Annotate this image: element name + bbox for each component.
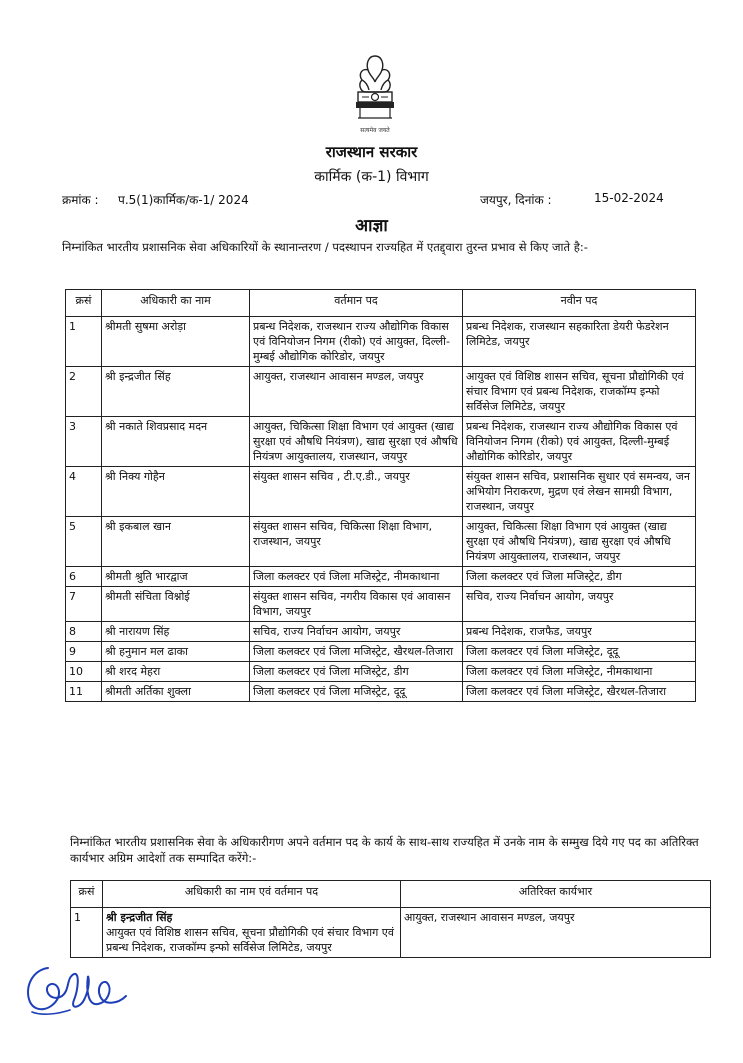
- sno-cell: 10: [66, 662, 102, 682]
- name-cell: श्री नकाते शिवप्रसाद मदन: [102, 417, 250, 467]
- department-title: कार्मिक (क-1) विभाग: [314, 169, 429, 185]
- order-date: 15-02-2024: [594, 191, 664, 205]
- name-cell: श्रीमती श्रुति भारद्वाज: [102, 567, 250, 587]
- place-date-label: जयपुर, दिनांक :: [480, 193, 552, 207]
- table-header-row: [71, 881, 711, 908]
- name-cell: श्रीमती संचिता विश्नोई: [102, 587, 250, 622]
- additional-charge-table: [70, 880, 711, 958]
- table-row: [71, 908, 711, 958]
- col-header-new: नवीन पद: [463, 290, 696, 317]
- col-header-current: वर्तमान पद: [250, 290, 463, 317]
- new-post-cell: संयुक्त शासन सचिव, प्रशासनिक सुधार एवं समन्वय, जन अभियोग निराकरण, मुद्रण एवं लेखन सामग्री विभाग, राजस्थान, जयपुर: [463, 467, 696, 517]
- sno-cell: 5: [66, 517, 102, 567]
- new-post-cell: प्रबन्ध निदेशक, राजफैड, जयपुर: [463, 622, 696, 642]
- sno-cell: 6: [66, 567, 102, 587]
- current-post-cell: संयुक्त शासन सचिव , टी.ए.डी., जयपुर: [250, 467, 463, 517]
- transfer-table: [65, 289, 696, 702]
- table-row: [66, 417, 696, 467]
- table-row: [66, 517, 696, 567]
- table-row: [66, 317, 696, 367]
- sno-cell: 11: [66, 682, 102, 702]
- new-post-cell: आयुक्त, चिकित्सा शिक्षा विभाग एवं आयुक्त (खाद्य सुरक्षा एवं औषधि नियंत्रण), खाद्य सुरक्षा एवं औषधि नियंत्रण आयुक्तालय, राजस्थान, जयपुर: [463, 517, 696, 567]
- name-cell: श्री शरद मेहरा: [102, 662, 250, 682]
- sno-cell: 3: [66, 417, 102, 467]
- new-post-cell: जिला कलक्टर एवं जिला मजिस्ट्रेट, डीग: [463, 567, 696, 587]
- table-row: [66, 367, 696, 417]
- ref-label: क्रमांक :: [62, 193, 99, 207]
- current-post-cell: संयुक्त शासन सचिव, चिकित्सा शिक्षा विभाग, राजस्थान, जयपुर: [250, 517, 463, 567]
- current-post-cell: प्रबन्ध निदेशक, राजस्थान राज्य औद्योगिक विकास एवं विनियोजन निगम (रीको) एवं आयुक्त, दिल्ली-मुम्बई औद्योगिक कोरिडोर, जयपुर: [250, 317, 463, 367]
- current-post-cell: सचिव, राज्य निर्वाचन आयोग, जयपुर: [250, 622, 463, 642]
- table-row: [66, 587, 696, 622]
- table-row: [66, 662, 696, 682]
- new-post-cell: जिला कलक्टर एवं जिला मजिस्ट्रेट, खैरथल-तिजारा: [463, 682, 696, 702]
- name-cell: श्री इन्द्रजीत सिंह: [102, 367, 250, 417]
- sno-cell: 1: [71, 908, 103, 958]
- sno-cell: 4: [66, 467, 102, 517]
- officer-current-post: आयुक्त एवं विशिष्ठ शासन सचिव, सूचना प्रौद्योगिकी एवं संचार विभाग एवं प्रबन्ध निदेशक, राजकॉम्प इन्फो सर्विसेज लिमिटेड, जयपुर: [106, 926, 394, 954]
- sno-cell: 8: [66, 622, 102, 642]
- col-header-sno: क्रसं: [66, 290, 102, 317]
- name-current-cell: [103, 908, 401, 958]
- officer-name: श्री इन्द्रजीत सिंह: [106, 911, 173, 924]
- current-post-cell: जिला कलक्टर एवं जिला मजिस्ट्रेट, डीग: [250, 662, 463, 682]
- new-post-cell: जिला कलक्टर एवं जिला मजिस्ट्रेट, दूदू: [463, 642, 696, 662]
- sno-cell: 1: [66, 317, 102, 367]
- government-title: राजस्थान सरकार: [325, 143, 418, 161]
- order-title: आज्ञा: [355, 216, 388, 236]
- new-post-cell: जिला कलक्टर एवं जिला मजिस्ट्रेट, नीमकाथाना: [463, 662, 696, 682]
- current-post-cell: संयुक्त शासन सचिव, नगरीय विकास एवं आवासन विभाग, जयपुर: [250, 587, 463, 622]
- name-cell: श्री इकबाल खान: [102, 517, 250, 567]
- ref-number: प.5(1)कार्मिक/क-1/ 2024: [118, 193, 249, 207]
- current-post-cell: जिला कलक्टर एवं जिला मजिस्ट्रेट, खैरथल-तिजारा: [250, 642, 463, 662]
- new-post-cell: आयुक्त एवं विशिष्ठ शासन सचिव, सूचना प्रौद्योगिकी एवं संचार विभाग एवं प्रबन्ध निदेशक, राजकॉम्प इन्फो सर्विसेज लिमिटेड, जयपुर: [463, 367, 696, 417]
- current-post-cell: जिला कलक्टर एवं जिला मजिस्ट्रेट, दूदू: [250, 682, 463, 702]
- table-row: [66, 567, 696, 587]
- col-header-sno: क्रसं: [71, 881, 103, 908]
- table-row: [66, 622, 696, 642]
- name-cell: श्रीमती सुषमा अरोड़ा: [102, 317, 250, 367]
- current-post-cell: आयुक्त, चिकित्सा शिक्षा विभाग एवं आयुक्त (खाद्य सुरक्षा एवं औषधि नियंत्रण), खाद्य सुरक्षा एवं औषधि नियंत्रण आयुक्तालय, राजस्थान, जयपुर: [250, 417, 463, 467]
- name-cell: श्री नारायण सिंह: [102, 622, 250, 642]
- name-cell: श्री निक्य गोहैन: [102, 467, 250, 517]
- signature-icon: [18, 950, 136, 1030]
- new-post-cell: सचिव, राज्य निर्वाचन आयोग, जयपुर: [463, 587, 696, 622]
- additional-charge-intro: निम्नांकित भारतीय प्रशासनिक सेवा के अधिकारीगण अपने वर्तमान पद के कार्य के साथ-साथ राज्यहित में उनके नाम के सम्मुख दिये गए पद का अतिरिक्त कार्यभार अग्रिम आदेशों तक सम्पादित करेंगे:-: [70, 835, 699, 865]
- current-post-cell: जिला कलक्टर एवं जिला मजिस्ट्रेट, नीमकाथाना: [250, 567, 463, 587]
- new-post-cell: प्रबन्ध निदेशक, राजस्थान सहकारिता डेयरी फेडरेशन लिमिटेड, जयपुर: [463, 317, 696, 367]
- name-cell: श्री हनुमान मल ढाका: [102, 642, 250, 662]
- table-row: [66, 642, 696, 662]
- name-cell: श्रीमती अर्तिका शुक्ला: [102, 682, 250, 702]
- sno-cell: 2: [66, 367, 102, 417]
- table-header-row: [66, 290, 696, 317]
- col-header-name-current: अधिकारी का नाम एवं वर्तमान पद: [103, 881, 401, 908]
- new-post-cell: प्रबन्ध निदेशक, राजस्थान राज्य औद्योगिक विकास एवं विनियोजन निगम (रीको) एवं आयुक्त, दिल्ली-मुम्बई औद्योगिक कोरिडोर, जयपुर: [463, 417, 696, 467]
- table-row: [66, 682, 696, 702]
- state-emblem-icon: [348, 52, 402, 134]
- emblem-motto: सत्यमेव जयते: [360, 127, 390, 134]
- col-header-additional: अतिरिक्त कार्यभार: [401, 881, 711, 908]
- additional-charge-cell: आयुक्त, राजस्थान आवासन मण्डल, जयपुर: [401, 908, 711, 958]
- table-row: [66, 467, 696, 517]
- col-header-name: अधिकारी का नाम: [102, 290, 250, 317]
- current-post-cell: आयुक्त, राजस्थान आवासन मण्डल, जयपुर: [250, 367, 463, 417]
- transfer-intro: निम्नांकित भारतीय प्रशासनिक सेवा अधिकारियों के स्थानान्तरण / पदस्थापन राज्यहित में एतद्द्वारा तुरन्त प्रभाव से किए जाते है:-: [62, 240, 588, 254]
- sno-cell: 7: [66, 587, 102, 622]
- sno-cell: 9: [66, 642, 102, 662]
